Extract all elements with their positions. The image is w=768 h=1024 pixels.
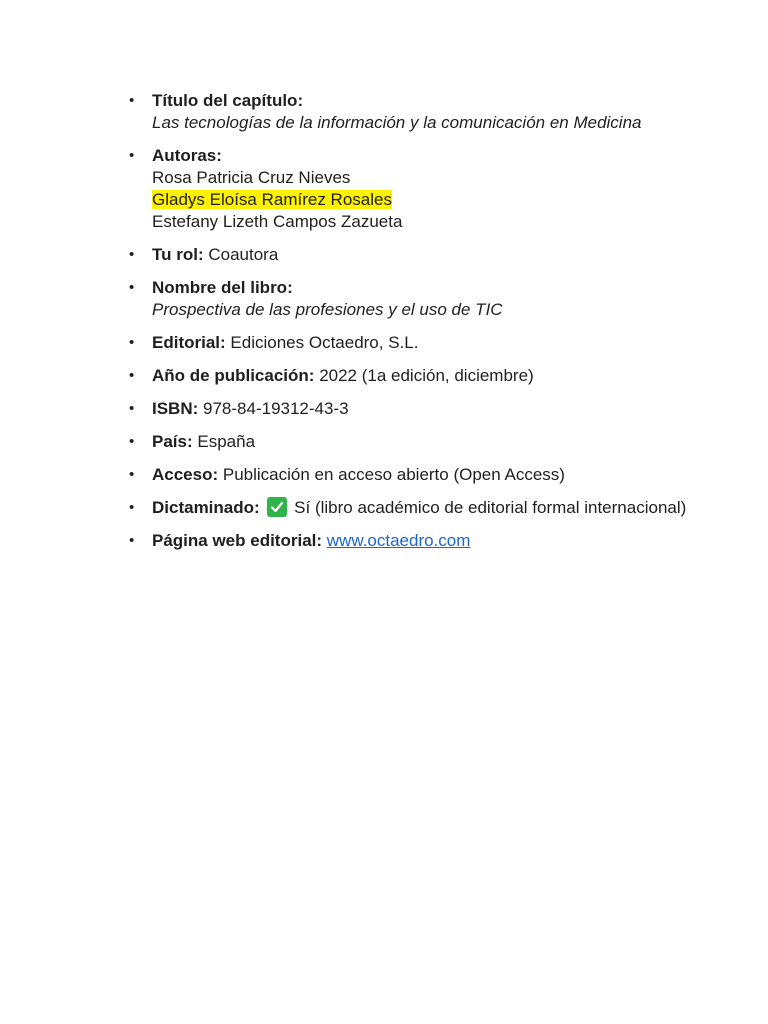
pais-label: País: — [152, 432, 193, 451]
titulo-label: Título del capítulo: — [152, 91, 304, 110]
list-item-autoras — [152, 145, 742, 233]
list-item-isbn — [152, 398, 742, 420]
isbn-value: 978-84-19312-43-3 — [203, 399, 349, 418]
autora-name-highlighted: Gladys Eloísa Ramírez Rosales — [152, 190, 392, 209]
list-item-web — [152, 530, 742, 552]
acceso-label: Acceso: — [152, 465, 219, 484]
check-mark-icon — [267, 497, 287, 517]
pais-value: España — [197, 432, 256, 451]
list-item-pais — [152, 431, 742, 453]
list-item-anio — [152, 365, 742, 387]
list-item-rol — [152, 244, 742, 266]
rol-value: Coautora — [208, 245, 279, 264]
autora-name: Estefany Lizeth Campos Zazueta — [152, 212, 403, 231]
titulo-value: Las tecnologías de la información y la comunicación en Medicina — [152, 113, 642, 132]
acceso-value: Publicación en acceso abierto (Open Access) — [222, 465, 565, 484]
isbn-label: ISBN: — [152, 399, 199, 418]
octaedro-link[interactable]: www.octaedro.com — [326, 531, 471, 550]
rol-label: Tu rol: — [152, 245, 204, 264]
dictaminado-value: Sí (libro académico de editorial formal internacional) — [294, 498, 687, 517]
libro-value: Prospectiva de las profesiones y el uso de TIC — [152, 300, 503, 319]
dictaminado-label: Dictaminado: — [152, 498, 260, 517]
list-item-titulo — [152, 90, 742, 134]
list-item-editorial — [152, 332, 742, 354]
editorial-label: Editorial: — [152, 333, 226, 352]
list-item-dictaminado — [152, 497, 742, 519]
autora-name: Rosa Patricia Cruz Nieves — [152, 168, 351, 187]
editorial-value: Ediciones Octaedro, S.L. — [230, 333, 419, 352]
web-label: Página web editorial: — [152, 531, 323, 550]
libro-label: Nombre del libro: — [152, 278, 293, 297]
anio-value: 2022 (1a edición, diciembre) — [319, 366, 534, 385]
list-item-libro — [152, 277, 742, 321]
info-list — [152, 90, 742, 563]
anio-label: Año de publicación: — [152, 366, 315, 385]
list-item-acceso — [152, 464, 742, 486]
autoras-label: Autoras: — [152, 146, 222, 165]
